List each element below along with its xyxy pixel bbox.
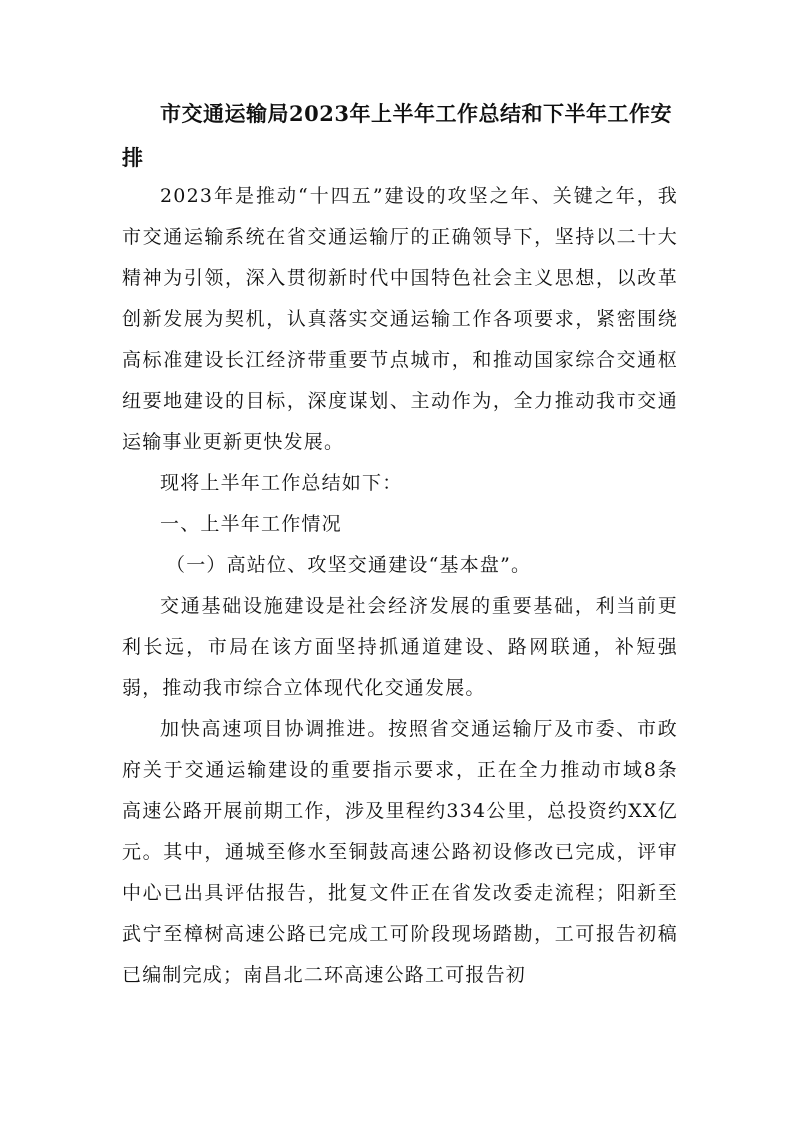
subsection-heading: （一）高站位、攻坚交通建设“基本盘”。 xyxy=(166,554,532,576)
document-body xyxy=(122,176,678,996)
paragraph-highway-projects: 加快高速项目协调推进。按照省交通运输厅及市委、市政府关于交通运输建设的重要指示要求，正在全力推动市域8条高速公路开展前期工作，涉及里程约334公里，总投资约XX亿元。其中，通城至修水至铜鼓高速公路初设修改已完成，评审中心已出具评估报告，批复文件正在省发改委走流程；阳新至武宁至樟树高速公路已完成工可阶段现场踏勘，工可报告初稿已编制完成；南昌北二环高速公路工可报告初 xyxy=(122,718,678,986)
paragraph-intro: 2023年是推动“十四五”建设的攻坚之年、关键之年，我市交通运输系统在省交通运输厅的正确领导下，坚持以二十大精神为引领，深入贯彻新时代中国特色社会主义思想，以改革创新发展为契机，认真落实交通运输工作各项要求，紧密围绕高标准建设长江经济带重要节点城市，和推动国家综合交通枢纽要地建设的目标，深度谋划、主动作为，全力推动我市交通运输事业更新更快发展。 xyxy=(122,185,678,453)
paragraph-summary-lead: 现将上半年工作总结如下： xyxy=(160,472,403,494)
document-title: 市交通运输局2023年上半年工作总结和下半年工作安排 xyxy=(122,101,672,170)
section-heading: 一、上半年工作情况 xyxy=(160,513,342,535)
paragraph-infrastructure: 交通基础设施建设是社会经济发展的重要基础，利当前更利长远，市局在该方面坚持抓通道建设、路网联通，补短强弱，推动我市综合立体现代化交通发展。 xyxy=(122,595,678,699)
